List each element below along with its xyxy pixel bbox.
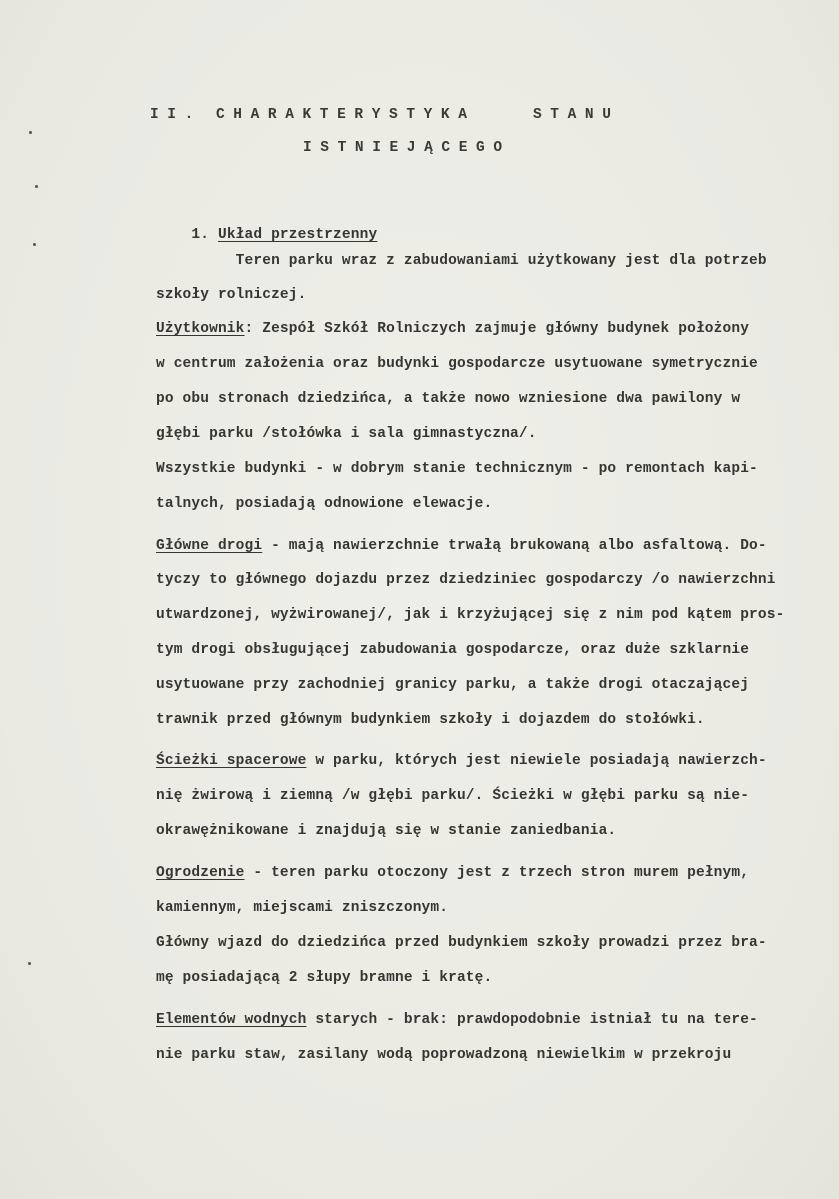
body-line (156, 390, 740, 408)
body-line (156, 676, 749, 694)
heading-title-line1b: STANU (533, 107, 620, 123)
section-number: 1. (191, 227, 210, 243)
body-line-text: trawnik przed głównym budynkiem szkoły i dojazdem do stołówki. (156, 712, 705, 728)
body-line (156, 899, 448, 917)
body-line-underlined-term: Ścieżki spacerowe (156, 753, 307, 769)
body-line-text: talnych, posiadają odnowione elewacje. (156, 496, 493, 512)
body-line (156, 969, 492, 987)
body-line-text: szkoły rolniczej. (156, 287, 307, 303)
body-line (156, 787, 749, 805)
body-line (156, 425, 537, 443)
body-line (156, 320, 749, 338)
margin-dot (28, 962, 31, 965)
body-line-text: nie parku staw, zasilany wodą poprowadzoną niewielkim w przekroju (156, 1047, 732, 1063)
body-line-text: Główny wjazd do dziedzińca przed budynkiem szkoły prowadzi przez bra- (156, 935, 767, 951)
heading-title-line1: CHARAKTERYSTYKA (216, 107, 476, 123)
margin-dot (29, 131, 32, 134)
body-line-text: po obu stronach dziedzińca, a także nowo wzniesione dwa pawilony w (156, 391, 741, 407)
body-line-text: starych - brak: prawdopodobnie istniał tu na tere- (306, 1012, 758, 1028)
body-line-text: Teren parku wraz z zabudowaniami użytkowany jest dla potrzeb (156, 253, 767, 269)
body-line (156, 822, 616, 840)
body-line-underlined-term: Elementów wodnych (156, 1012, 307, 1028)
body-line-text: w centrum założenia oraz budynki gospodarcze usytuowane symetrycznie (156, 356, 758, 372)
body-line-text: nię żwirową i ziemną /w głębi parku/. Ścieżki w głębi parku są nie- (156, 788, 750, 804)
heading-roman: II. (150, 107, 202, 123)
section-title: Układ przestrzenny (217, 227, 378, 243)
body-line (156, 641, 749, 659)
body-line-underlined-term: Główne drogi (156, 538, 263, 554)
body-line (156, 752, 767, 770)
body-line (156, 495, 492, 513)
body-line-text: kamiennym, miejscami zniszczonym. (156, 900, 449, 916)
body-line (156, 571, 776, 589)
body-line-text: tym drogi obsługującej zabudowania gospodarcze, oraz duże szklarnie (156, 642, 750, 658)
body-line-underlined-term: Użytkownik (156, 321, 245, 337)
body-line (156, 711, 705, 729)
body-line (156, 355, 758, 373)
body-line (156, 460, 758, 478)
body-line-text: : Zespół Szkół Rolniczych zajmuje główny budynek położony (244, 321, 750, 337)
body-line (156, 1011, 758, 1029)
body-line-text: mę posiadającą 2 słupy bramne i kratę. (156, 970, 493, 986)
body-line (156, 934, 767, 952)
body-line (156, 606, 784, 624)
body-line (156, 537, 767, 555)
body-line-text: w parku, których jest niewiele posiadają nawierzch- (306, 753, 767, 769)
margin-dot (35, 185, 38, 188)
body-line (156, 252, 767, 270)
body-line-text: usytuowane przy zachodniej granicy parku, a także drogi otaczającej (156, 677, 750, 693)
body-line-text: tyczy to głównego dojazdu przez dziedziniec gospodarczy /o nawierzchni (156, 572, 776, 588)
heading-title-line2: ISTNIEJĄCEGO (303, 140, 511, 156)
body-line-text: - mają nawierzchnie trwałą brukowaną albo asfaltową. Do- (262, 538, 767, 554)
body-line-text: głębi parku /stołówka i sala gimnastyczna/. (156, 426, 537, 442)
body-line-text: Wszystkie budynki - w dobrym stanie technicznym - po remontach kapi- (156, 461, 758, 477)
body-line (156, 864, 749, 882)
body-line-text: utwardzonej, wyżwirowanej/, jak i krzyżującej się z nim pod kątem pros- (156, 607, 785, 623)
margin-dot (33, 243, 36, 246)
body-line-text: - teren parku otoczony jest z trzech stron murem pełnym, (244, 865, 750, 881)
body-line (156, 1046, 731, 1064)
body-line-underlined-term: Ogrodzenie (156, 865, 245, 881)
body-line (156, 286, 306, 304)
body-line-text: okrawężnikowane i znajdują się w stanie zaniedbania. (156, 823, 617, 839)
